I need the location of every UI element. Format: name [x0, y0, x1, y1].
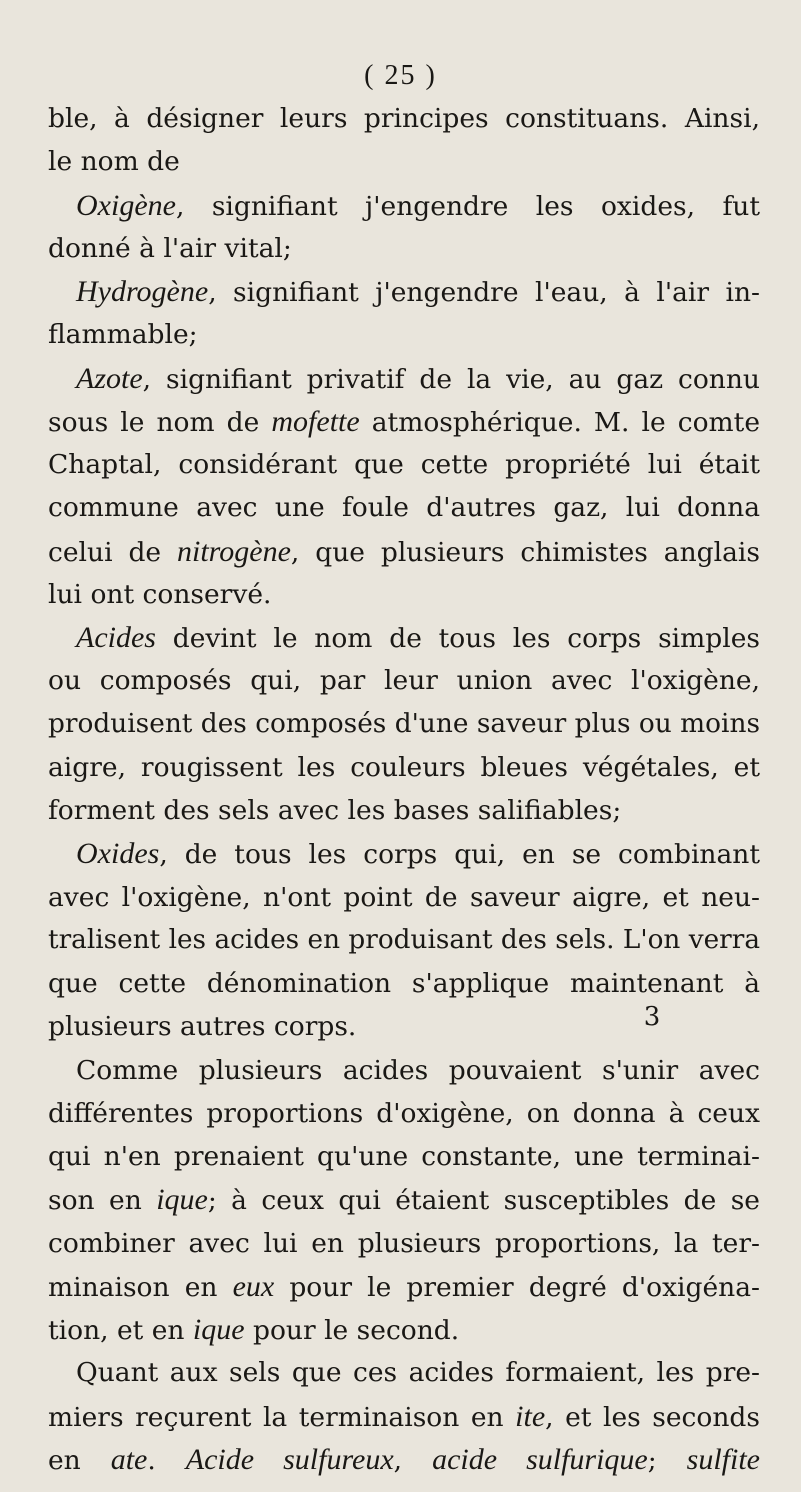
text-line [48, 1178, 760, 1221]
text-segment: qui n'en prenaient qu'une constante, une terminai- [48, 1141, 760, 1172]
text-line [48, 1222, 760, 1265]
text-line [48, 789, 760, 832]
body-text [48, 97, 760, 1481]
text-line [48, 530, 760, 573]
text-segment: pour le second. [244, 1315, 460, 1346]
page-number: ( 25 ) [364, 60, 437, 91]
italic-term: ate [110, 1442, 148, 1476]
text-segment: , signifiant j'engendre l'eau, à l'air in- [208, 277, 760, 308]
text-segment: forment des sels avec les bases salifiables; [48, 795, 622, 826]
text-segment: Quant aux sels que ces acides formaient, les pre- [76, 1357, 760, 1389]
italic-term: Oxigène [76, 188, 176, 222]
text-segment: celui de [48, 536, 178, 568]
text-line [48, 1438, 760, 1481]
text-segment: que cette dénomination s'applique maintenant à [48, 968, 760, 999]
text-line [48, 486, 760, 529]
text-segment: atmosphérique. M. le comte [359, 406, 761, 438]
text-line [48, 1308, 760, 1351]
italic-term: ique [192, 1313, 245, 1346]
text-line [48, 1395, 760, 1438]
text-segment: , signifiant privatif de la vie, au gaz connu [142, 363, 760, 395]
italic-term: ite [515, 1399, 546, 1433]
text-segment: aigre, rougissent les couleurs bleues végétales, et [48, 751, 760, 783]
text-line [48, 1049, 760, 1092]
italic-term: Oxides [76, 837, 160, 871]
signature-mark: 3 [643, 1002, 661, 1032]
text-segment: produisent des composés d'une saveur plus ou moins [48, 708, 760, 739]
text-segment: devint le nom de tous les corps simples [155, 623, 760, 654]
text-line [48, 573, 760, 616]
italic-term: Acides [76, 621, 156, 654]
text-line [48, 184, 760, 227]
text-segment: sous le nom de [48, 406, 272, 438]
text-segment: lui ont conservé. [48, 578, 272, 610]
text-segment: , et les seconds [545, 1401, 760, 1433]
text-line [48, 616, 760, 659]
text-line [48, 140, 760, 183]
text-line [48, 832, 760, 875]
text-segment: . [147, 1444, 186, 1476]
text-segment: donné à l'air vital; [48, 232, 292, 264]
text-segment: ou composés qui, par leur union avec l'oxigène, [48, 665, 760, 697]
text-segment: , que plusieurs chimistes anglais [290, 536, 760, 568]
italic-term: eux [232, 1269, 275, 1303]
text-line [48, 313, 760, 356]
text-segment: tion, et en [48, 1315, 193, 1346]
text-segment: , signifiant j'engendre les oxides, fut [175, 190, 760, 222]
italic-term: Acide sulfureux [185, 1442, 394, 1476]
text-segment: miers reçurent la terminaison en [48, 1401, 516, 1433]
text-line [48, 357, 760, 400]
text-segment: Comme plusieurs acides pouvaient s'unir avec [76, 1054, 760, 1086]
text-line [48, 1351, 760, 1394]
text-segment: , [393, 1444, 433, 1476]
text-line [48, 876, 760, 919]
text-line [48, 746, 760, 789]
text-line [48, 1135, 760, 1178]
text-line [48, 962, 760, 1005]
text-line [48, 919, 760, 962]
text-segment: en [48, 1444, 111, 1476]
text-segment: combiner avec lui en plusieurs proportions, la ter- [48, 1227, 760, 1259]
text-segment: différentes proportions d'oxigène, on donna à ceux [48, 1097, 760, 1129]
text-line [48, 1265, 760, 1308]
italic-term: Hydrogène [76, 275, 209, 308]
italic-term: Azote [76, 361, 143, 395]
text-segment: ; [647, 1444, 687, 1476]
text-segment: ; à ceux qui étaient susceptibles de se [207, 1185, 760, 1217]
text-segment: tralisent les acides en produisant des sels. L'on verra [48, 924, 760, 955]
text-segment: Chaptal, considérant que cette propriété lui était [48, 449, 760, 480]
text-line [48, 97, 760, 140]
text-segment: ble, à désigner leurs principes constituans. Ainsi, [48, 103, 760, 134]
text-segment: pour le premier degré d'oxigéna- [274, 1271, 760, 1303]
italic-term: acide sulfurique [432, 1442, 648, 1476]
text-line [48, 270, 760, 313]
text-segment: avec l'oxigène, n'ont point de saveur aigre, et neu- [48, 881, 760, 913]
text-segment: plusieurs autres corps. [48, 1011, 357, 1043]
text-segment: minaison en [48, 1271, 233, 1303]
text-segment: commune avec une foule d'autres gaz, lui donna [48, 492, 760, 524]
text-line [48, 659, 760, 702]
text-line [48, 400, 760, 443]
italic-term: ique [156, 1183, 208, 1217]
text-segment: , de tous les corps qui, en se combinant [159, 839, 760, 871]
text-segment: flammable; [48, 319, 198, 351]
text-line [48, 1092, 760, 1135]
text-line [48, 227, 760, 270]
text-line [48, 443, 760, 486]
italic-term: mofette [271, 404, 360, 438]
italic-term: nitrogène [177, 534, 291, 568]
text-line [48, 703, 760, 746]
text-segment: son en [48, 1185, 157, 1217]
text-segment: le nom de [48, 146, 180, 178]
italic-term: sulfite [686, 1442, 760, 1476]
